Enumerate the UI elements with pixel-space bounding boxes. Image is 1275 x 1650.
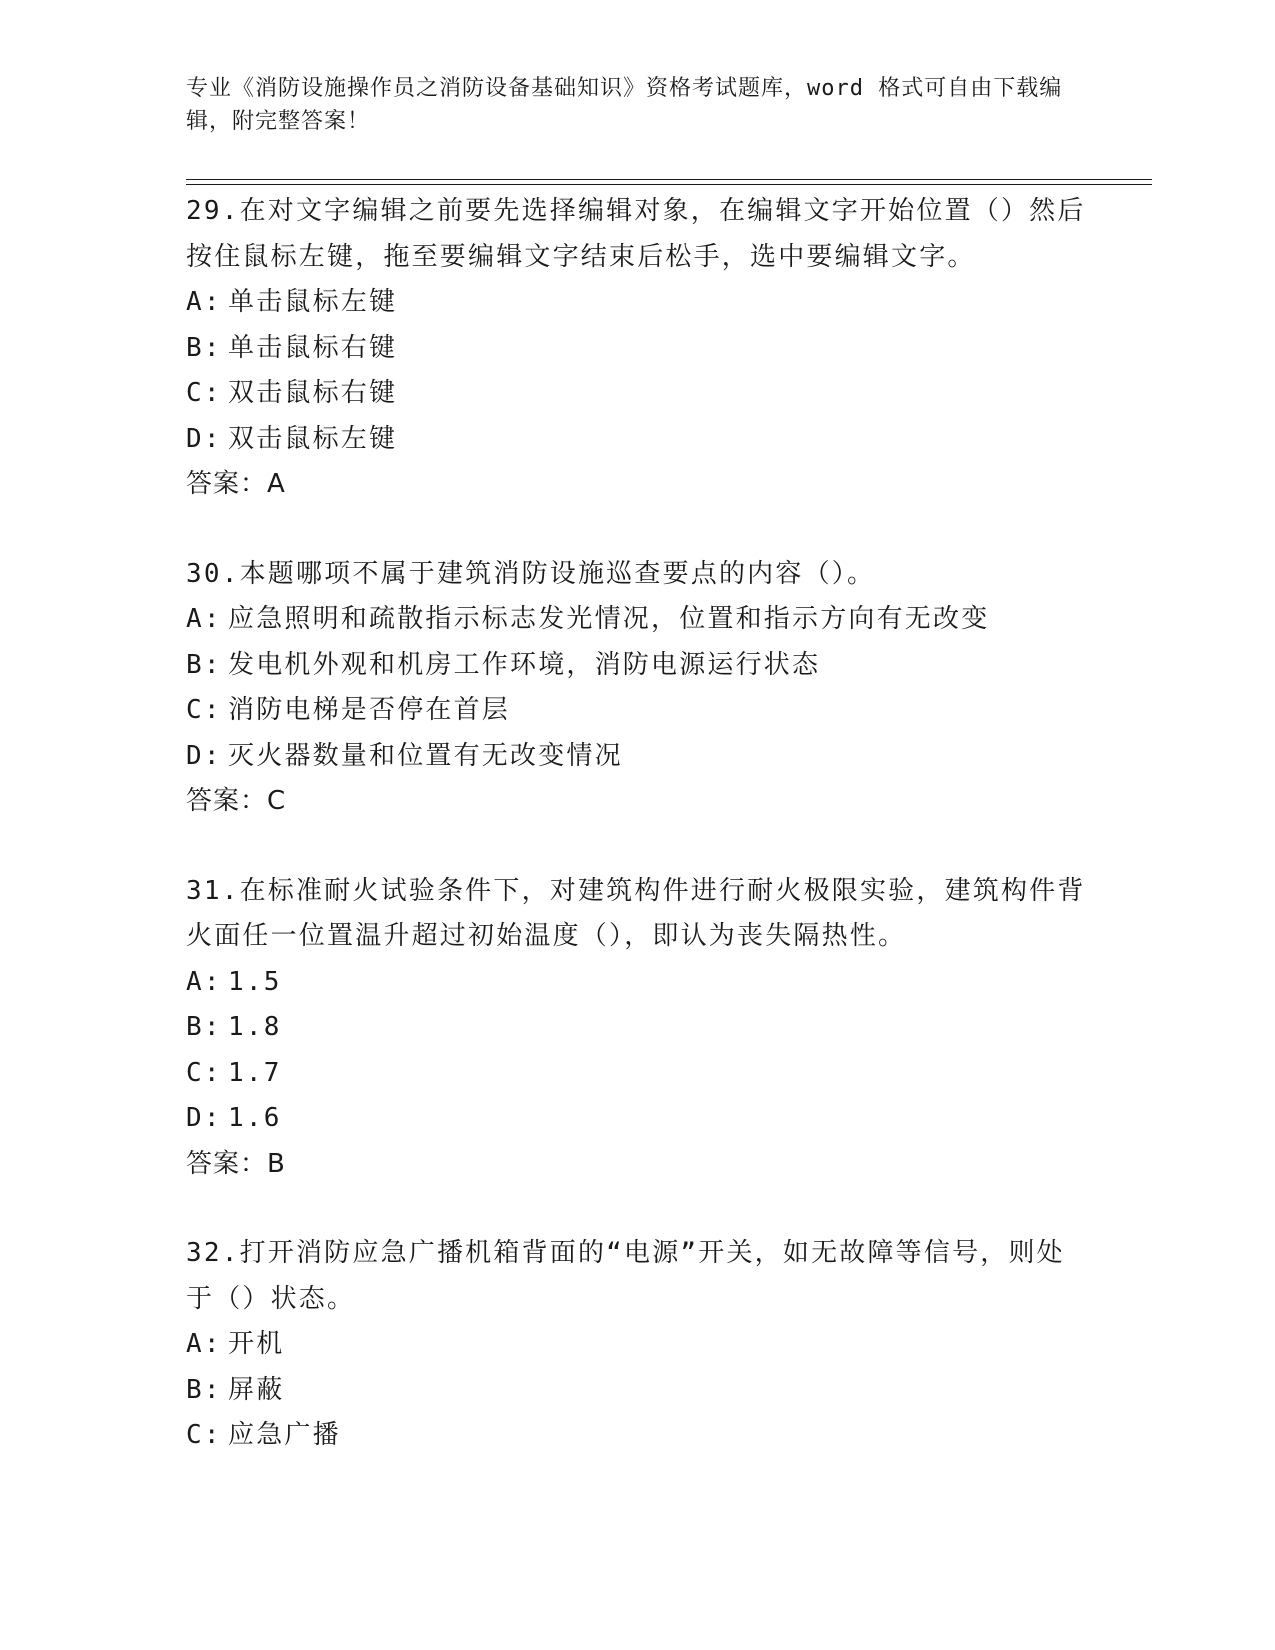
question-text [186,1231,1086,1322]
question-list [186,189,1086,1503]
header-rule-top [186,179,1152,180]
option-text: 双击鼠标左键 [228,423,398,454]
option-text: 开机 [228,1329,285,1359]
option-letter: B: [186,1374,222,1405]
question-text [186,869,1086,960]
answer-value: C [267,786,287,816]
option-text: 应急照明和疏散指示标志发光情况，位置和指示方向有无改变 [228,604,990,634]
answer-label: 答案： [186,469,268,499]
header-text: 专业《消防设施操作员之消防设备基础知识》资格考试题库，word 格式可自由下载编辑，附完整答案！ [186,76,1063,134]
question-number: 30. [186,558,240,589]
option-text: 屏蔽 [228,1374,285,1405]
option-c [186,688,1086,734]
answer-label: 答案： [186,786,268,816]
option-c [186,1413,1086,1459]
option-text: 应急广播 [228,1420,341,1450]
option-letter: D: [186,423,222,454]
option-text: 单击鼠标右键 [228,332,398,363]
option-d [186,1096,1086,1142]
option-text: 1.7 [228,1057,282,1088]
option-text: 单击鼠标左键 [228,287,398,317]
option-letter: A: [186,604,222,634]
option-letter: A: [186,966,222,997]
option-a [186,960,1086,1006]
option-text: 双击鼠标右键 [228,378,398,408]
option-text: 1.6 [228,1103,282,1133]
option-letter: B: [186,332,222,363]
option-letter: B: [186,649,222,680]
option-b [186,326,1086,372]
option-d [186,734,1086,780]
option-letter: C: [186,1057,222,1088]
question-number: 29. [186,196,240,226]
question-30 [186,552,1086,825]
question-stem: 本题哪项不属于建筑消防设施巡查要点的内容（）。 [239,558,876,589]
answer-line [186,462,1086,508]
option-letter: A: [186,287,222,317]
question-stem: 在标准耐火试验条件下，对建筑构件进行耐火极限实验，建筑构件背火面任一位置温升超过初始温度（），即认为丧失隔热性。 [186,875,1086,951]
question-number: 31. [186,875,240,906]
question-text [186,189,1086,280]
answer-value: B [267,1148,286,1179]
answer-line [186,779,1086,825]
answer-line [186,1142,1086,1188]
option-text: 消防电梯是否停在首层 [228,695,511,725]
option-text: 1.5 [228,966,282,997]
option-letter: A: [186,1329,222,1359]
option-c [186,371,1086,417]
option-c [186,1051,1086,1097]
header-rule-bottom [186,184,1152,185]
answer-value: A [267,469,286,499]
option-b [186,1005,1086,1051]
option-a [186,280,1086,326]
question-stem: 在对文字编辑之前要先选择编辑对象，在编辑文字开始位置（）然后按住鼠标左键，拖至要编辑文字结束后松手，选中要编辑文字。 [186,196,1086,272]
option-letter: D: [186,1103,222,1133]
option-letter: B: [186,1012,222,1042]
option-letter: D: [186,740,222,771]
option-text: 发电机外观和机房工作环境，消防电源运行状态 [228,649,821,680]
option-a [186,1322,1086,1368]
answer-label: 答案： [186,1148,268,1179]
option-b [186,1368,1086,1414]
question-text [186,552,1086,598]
option-letter: C: [186,1420,222,1450]
question-number: 32. [186,1238,240,1268]
question-31 [186,869,1086,1188]
option-a [186,597,1086,643]
question-stem: 打开消防应急广播机箱背面的“电源”开关，如无故障等信号，则处于（）状态。 [186,1238,1065,1314]
option-d [186,417,1086,463]
option-b [186,643,1086,689]
question-29 [186,189,1086,508]
question-32 [186,1231,1086,1459]
option-text: 灭火器数量和位置有无改变情况 [228,740,623,771]
option-text: 1.8 [228,1012,282,1042]
option-letter: C: [186,695,222,725]
option-letter: C: [186,378,222,408]
